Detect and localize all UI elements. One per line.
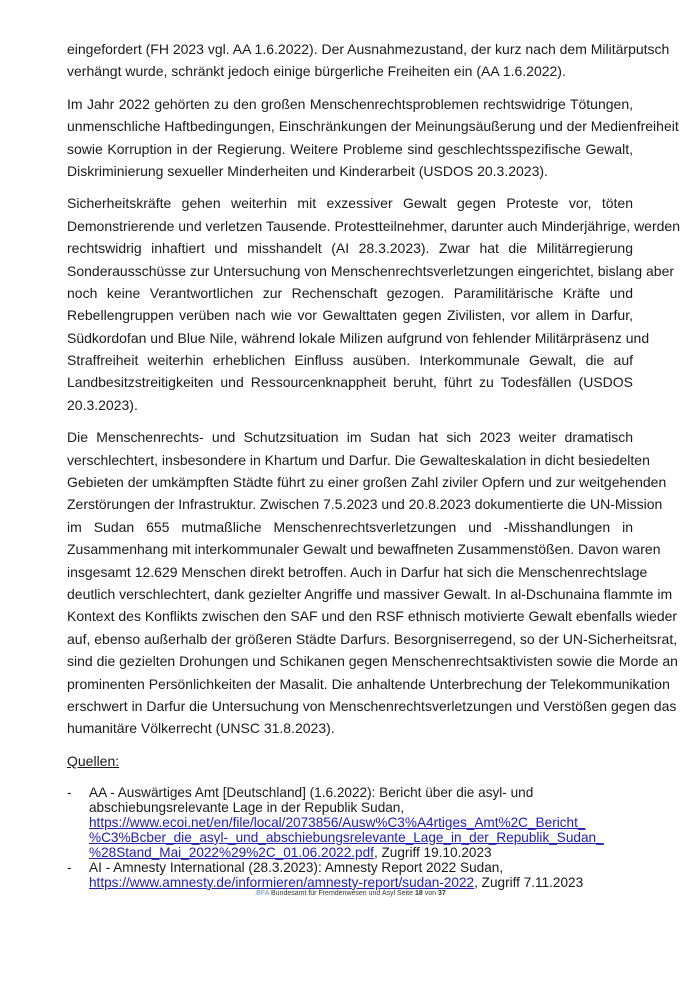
- source-link[interactable]: %28Stand_Mai_2022%29%2C_01.06.2022.pdf: [89, 844, 374, 860]
- source-item: [67, 785, 633, 860]
- source-link[interactable]: %C3%Bcber_die_asyl-_und_abschiebungsrelevante_Lage_in_der_Republik_Sudan_: [89, 829, 604, 845]
- paragraph: [67, 426, 678, 739]
- text-line: verschlechtert, insbesondere in Khartum und Darfur. Die Gewalteskalation in dicht besiedelten: [67, 451, 650, 468]
- source-item: [67, 860, 633, 890]
- paragraph: [67, 38, 670, 83]
- text-line: sowie Korruption in der Regierung. Weitere Probleme sind geschlechtsspezifische Gewalt,: [67, 140, 633, 157]
- body-text: [67, 38, 680, 740]
- text-line: 20.3.2023).: [67, 396, 138, 413]
- footer-org: Bundesamt für Fremdenwesen und Asyl Seite: [270, 890, 414, 897]
- text-line: rechtswidrig inhaftiert und misshandelt (AI 28.3.2023). Zwar hat die Militärregierung: [67, 240, 633, 257]
- bfa-logo: .BFA: [254, 890, 270, 897]
- text-line: Landbesitzstreitigkeiten und Ressourcenknappheit beruht, führt zu Todesfällen (USDOS: [67, 374, 633, 391]
- text-line: im Sudan 655 mutmaßliche Menschenrechtsverletzungen und -Misshandlungen in: [67, 518, 633, 535]
- text-line: Kontext des Konflikts zwischen den SAF und den RSF ethnisch motivierte Gewalt ebenfalls wieder: [67, 608, 678, 625]
- text-line: erschwert in Darfur die Untersuchung von Menschenrechtsverletzungen und Verstößen gegen das: [67, 697, 677, 714]
- footer-of: von: [424, 890, 437, 897]
- page-number: 18: [414, 890, 423, 897]
- access-date: , Zugriff 7.11.2023: [474, 874, 584, 890]
- text-line: prominenten Persönlichkeiten der Masalit. Die anhaltende Unterbrechung der Telekommunikation: [67, 675, 670, 692]
- source-text: AA - Auswärtiges Amt [Deutschland] (1.6.2022): Bericht über die asyl- und: [89, 784, 534, 800]
- text-line: humanitäre Völkerrecht (UNSC 31.8.2023).: [67, 720, 335, 737]
- paragraph: [67, 192, 680, 416]
- source-link[interactable]: https://www.ecoi.net/en/file/local/2073856/Ausw%C3%A4rtiges_Amt%2C_Bericht_: [89, 814, 586, 830]
- page-footer: [0, 890, 700, 897]
- page-total: 37: [437, 890, 446, 897]
- text-line: Zusammenhang mit interkommunaler Gewalt und bewaffneten Zusammenstößen. Davon waren: [67, 541, 661, 558]
- list-dash: -: [67, 859, 72, 875]
- sources-list: [67, 785, 633, 890]
- text-line: Die Menschenrechts- und Schutzsituation im Sudan hat sich 2023 weiter dramatisch: [67, 429, 633, 446]
- text-line: noch keine Verantwortlichen zur Rechenschaft gezogen. Paramilitärische Kräfte und: [67, 284, 633, 301]
- text-line: Zerstörungen der Infrastruktur. Zwischen 7.5.2023 und 20.8.2023 dokumentierte die UN-Mission: [67, 496, 663, 513]
- text-line: deutlich verschlechtert, dank gezielter Angriffe und massiver Gewalt. In al-Dschunaina flammte im: [67, 585, 673, 602]
- sources-heading: Quellen:: [67, 752, 120, 769]
- source-link[interactable]: https://www.amnesty.de/informieren/amnesty-report/sudan-2022: [89, 874, 475, 890]
- text-line: Im Jahr 2022 gehörten zu den großen Menschenrechtsproblemen rechtswidrige Tötungen,: [67, 95, 633, 112]
- source-text: AI - Amnesty International (28.3.2023): Amnesty Report 2022 Sudan,: [89, 859, 504, 875]
- text-line: Südkordofan und Blue Nile, während lokale Milizen aufgrund von fehlender Militärpräsenz und: [67, 329, 650, 346]
- access-date: , Zugriff 19.10.2023: [373, 844, 492, 860]
- text-line: Diskriminierung sexueller Minderheiten und Kinderarbeit (USDOS 20.3.2023).: [67, 162, 548, 179]
- text-line: Rebellengruppen verüben nach wie vor Gewalttaten gegen Zivilisten, vor allem in Darfur,: [67, 307, 633, 324]
- paragraph: [67, 93, 679, 183]
- text-line: sind die gezielten Drohungen und Schikanen gegen Menschenrechtsaktivisten sowie die Morde an: [67, 653, 678, 670]
- text-line: eingefordert (FH 2023 vgl. AA 1.6.2022). Der Ausnahmezustand, der kurz nach dem Militärputsch: [67, 41, 670, 57]
- text-line: unmenschliche Haftbedingungen, Einschränkungen der Meinungsäußerung und der Medienfreiheit: [67, 118, 679, 135]
- text-line: Gebieten der umkämpften Städte führt zu einer großen Zahl ziviler Opfern und zur weitgehenden: [67, 474, 667, 491]
- source-text: abschiebungsrelevante Lage in der Republik Sudan,: [89, 799, 405, 815]
- text-line: Sicherheitskräfte gehen weiterhin mit exzessiver Gewalt gegen Proteste vor, töten: [67, 195, 633, 212]
- text-line: Sonderausschüsse zur Untersuchung von Menschenrechtsverletzungen eingerichtet, bislang aber: [67, 262, 675, 279]
- text-line: auf, ebenso außerhalb der größeren Städte Darfurs. Besorgniserregend, so der UN-Sicherheitsrat,: [67, 630, 678, 647]
- text-line: Demonstrierende und verletzen Tausende. Protestteilnehmer, darunter auch Minderjährige, werden: [67, 217, 680, 234]
- text-line: Straffreiheit weiterhin erheblichen Einfluss ausüben. Interkommunale Gewalt, die auf: [67, 352, 633, 369]
- list-dash: -: [67, 784, 72, 800]
- document-page: [67, 38, 680, 890]
- text-line: verhängt wurde, schränkt jedoch einige bürgerliche Freiheiten ein (AA 1.6.2022).: [67, 63, 566, 80]
- text-line: insgesamt 12.629 Menschen direkt betroffen. Auch in Darfur hat sich die Menschenrechtslage: [67, 563, 648, 580]
